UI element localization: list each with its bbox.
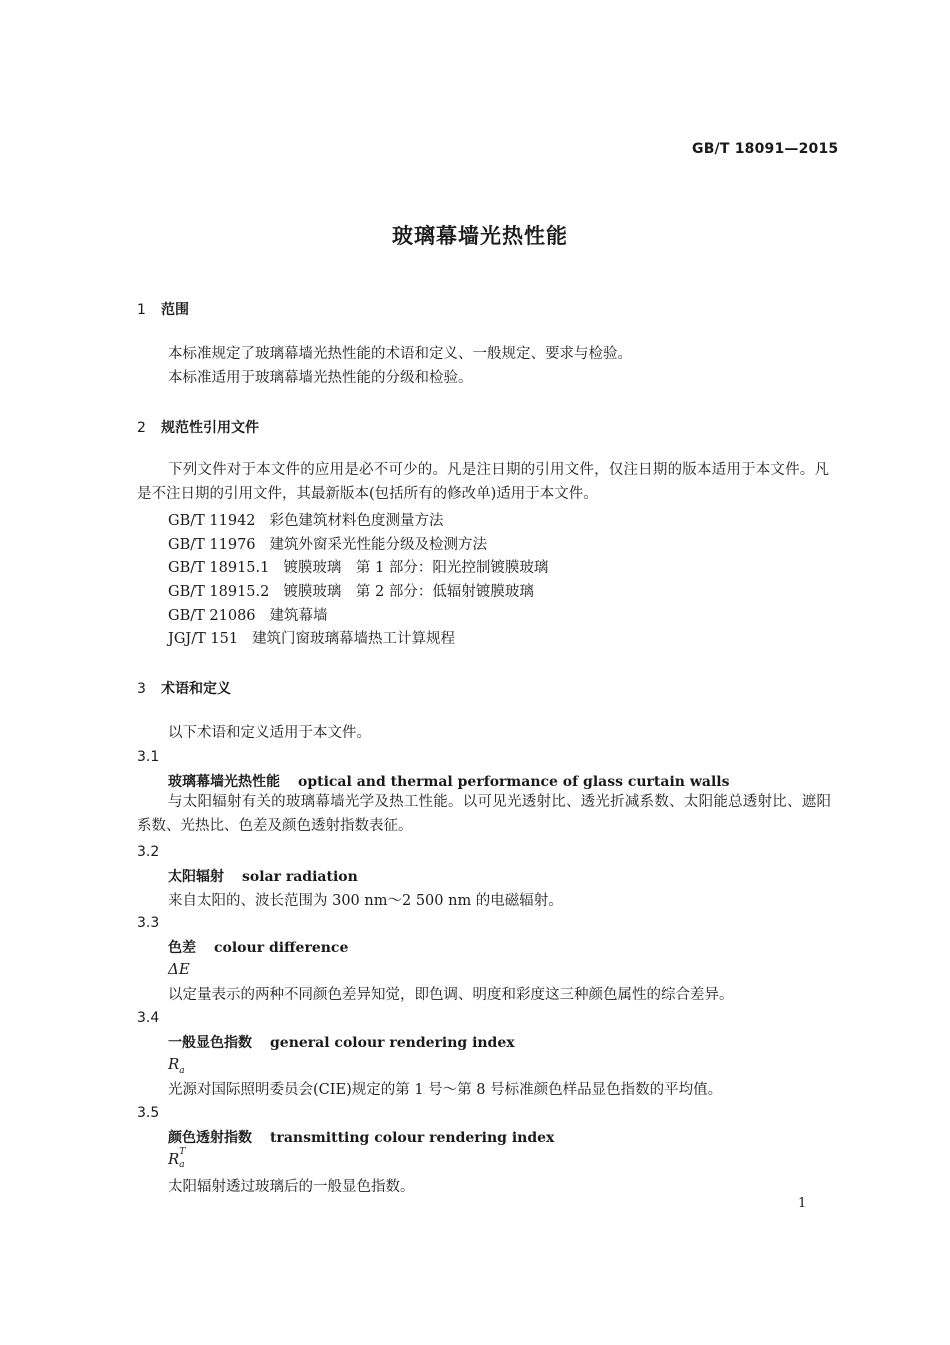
term-zh: 玻璃幕墙光热性能 bbox=[168, 774, 280, 790]
symbol-subscript: a bbox=[179, 1066, 185, 1076]
term-symbol bbox=[168, 960, 190, 978]
symbol-subscript: a bbox=[179, 1160, 185, 1170]
reference-title: 建筑门窗玻璃幕墙热工计算规程 bbox=[252, 631, 456, 647]
term-en: general colour rendering index bbox=[270, 1035, 515, 1051]
scope-paragraph-1: 本标准规定了玻璃幕墙光热性能的术语和定义、一般规定、要求与检验。 bbox=[168, 346, 632, 362]
term-zh: 颜色透射指数 bbox=[168, 1130, 252, 1146]
reference-code: GB/T 11976 bbox=[168, 537, 256, 553]
reference-item bbox=[168, 556, 548, 577]
clause-number: 3.2 bbox=[137, 844, 160, 860]
reference-item bbox=[168, 627, 455, 648]
reference-item bbox=[168, 533, 487, 554]
term-definition: 以定量表示的两种不同颜色差异知觉，即色调、明度和彩度这三种颜色属性的综合差异。 bbox=[168, 987, 734, 1003]
term-definition: 来自太阳的、波长范围为 300 nm～2 500 nm 的电磁辐射。 bbox=[168, 893, 563, 909]
clause-number: 3.4 bbox=[137, 1010, 160, 1026]
term-definition: 光源对国际照明委员会(CIE)规定的第 1 号～第 8 号标准颜色样品显色指数的平均值。 bbox=[168, 1082, 723, 1098]
section-title: 术语和定义 bbox=[161, 681, 231, 697]
symbol-main: ΔE bbox=[168, 960, 190, 978]
section-number: 1 bbox=[137, 302, 146, 318]
reference-item bbox=[168, 509, 444, 530]
symbol-superscript: T bbox=[179, 1147, 186, 1157]
term-en: optical and thermal performance of glass curtain walls bbox=[298, 774, 730, 790]
reference-code: GB/T 18915.2 bbox=[168, 584, 270, 600]
scope-paragraph-2: 本标准适用于玻璃幕墙光热性能的分级和检验。 bbox=[168, 370, 473, 386]
term-entry bbox=[168, 771, 729, 791]
clause-number: 3.3 bbox=[137, 915, 160, 931]
terms-intro: 以下术语和定义适用于本文件。 bbox=[168, 725, 371, 741]
reference-title: 彩色建筑材料色度测量方法 bbox=[269, 513, 444, 529]
page-number: 1 bbox=[798, 1196, 807, 1211]
reference-title: 镀膜玻璃 第 1 部分：阳光控制镀膜玻璃 bbox=[283, 560, 549, 576]
term-entry bbox=[168, 1127, 554, 1147]
term-zh: 一般显色指数 bbox=[168, 1035, 252, 1051]
reference-code: JGJ/T 151 bbox=[168, 631, 239, 647]
reference-item bbox=[168, 580, 534, 601]
reference-title: 镀膜玻璃 第 2 部分：低辐射镀膜玻璃 bbox=[283, 584, 534, 600]
standard-code: GB/T 18091—2015 bbox=[692, 141, 839, 157]
term-definition: 与太阳辐射有关的玻璃幕墙光学及热工性能。以可见光透射比、透光折减系数、太阳能总透射比、遮阳系数、光热比、色差及颜色透射指数表征。 bbox=[137, 794, 831, 834]
clause-number: 3.1 bbox=[137, 749, 160, 765]
term-en: colour difference bbox=[214, 940, 349, 956]
term-definition: 太阳辐射透过玻璃后的一般显色指数。 bbox=[168, 1179, 415, 1195]
reference-title: 建筑外窗采光性能分级及检测方法 bbox=[269, 537, 488, 553]
section-title: 范围 bbox=[161, 302, 189, 318]
term-en: solar radiation bbox=[242, 869, 358, 885]
normative-intro: 下列文件对于本文件的应用是必不可少的。凡是注日期的引用文件，仅注日期的版本适用于本文件。凡是不注日期的引用文件，其最新版本(包括所有的修改单)适用于本文件。 bbox=[137, 462, 829, 502]
reference-title: 建筑幕墙 bbox=[269, 608, 328, 624]
term-entry bbox=[168, 937, 348, 957]
reference-code: GB/T 21086 bbox=[168, 608, 256, 624]
term-entry bbox=[168, 866, 358, 886]
section-number: 3 bbox=[137, 681, 146, 697]
term-en: transmitting colour rendering index bbox=[270, 1130, 555, 1146]
section-heading-1 bbox=[137, 299, 189, 319]
section-title: 规范性引用文件 bbox=[161, 420, 259, 436]
symbol-main: R bbox=[168, 1150, 180, 1168]
section-heading-3 bbox=[137, 678, 231, 698]
term-symbol bbox=[168, 1147, 187, 1170]
term-zh: 太阳辐射 bbox=[168, 869, 224, 885]
document-title: 玻璃幕墙光热性能 bbox=[392, 224, 568, 248]
reference-code: GB/T 18915.1 bbox=[168, 560, 270, 576]
section-number: 2 bbox=[137, 420, 146, 436]
clause-number: 3.5 bbox=[137, 1105, 160, 1121]
reference-item bbox=[168, 604, 328, 625]
section-heading-2 bbox=[137, 417, 259, 437]
reference-code: GB/T 11942 bbox=[168, 513, 256, 529]
term-symbol bbox=[168, 1055, 185, 1076]
term-zh: 色差 bbox=[168, 940, 196, 956]
symbol-main: R bbox=[168, 1055, 180, 1073]
term-entry bbox=[168, 1032, 515, 1052]
